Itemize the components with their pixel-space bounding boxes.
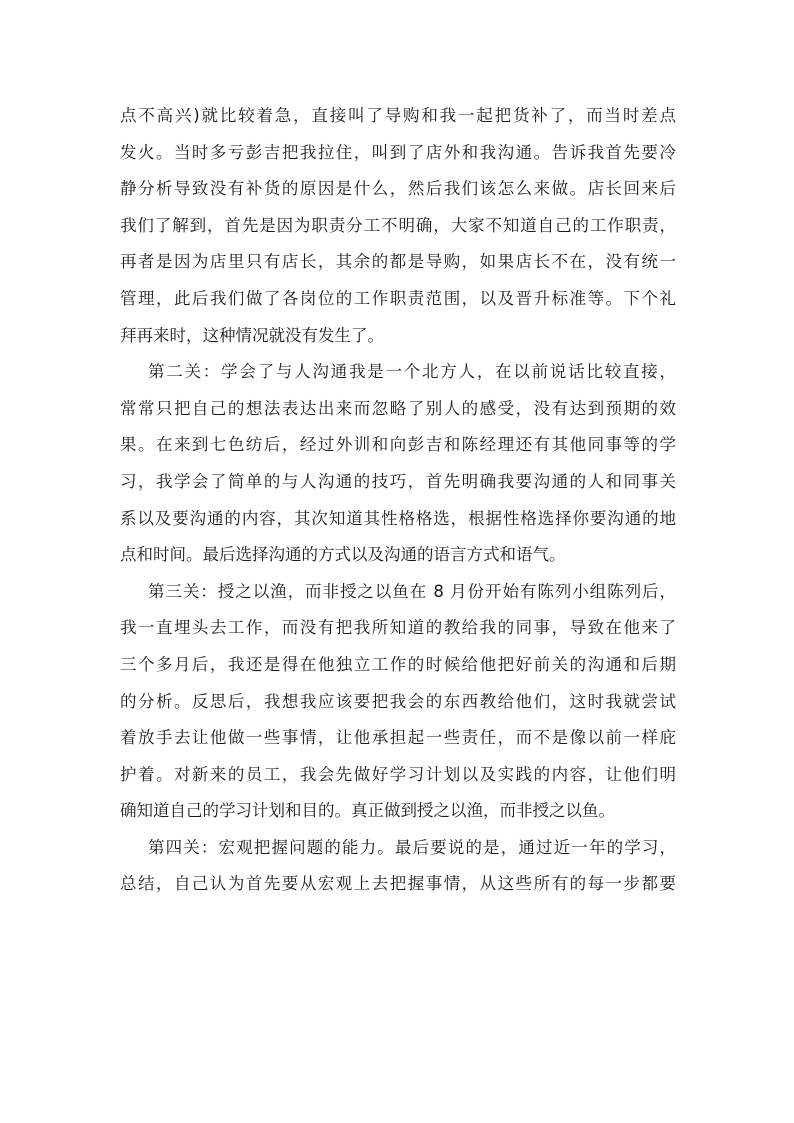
text-line: 护着。对新来的员工，我会先做好学习计划以及实践的内容，让他们明 bbox=[120, 764, 676, 784]
text-line: 三个多月后，我还是得在他独立工作的时候给他把好前关的沟通和后期 bbox=[120, 654, 676, 674]
text-line: 果。在来到七色纺后，经过外训和向彭吉和陈经理还有其他同事等的学 bbox=[120, 435, 676, 455]
text-line: 系以及要沟通的内容，其次知道其性格格选，根据性格选择你要沟通的地 bbox=[120, 508, 676, 528]
paragraph-start-line: 第四关：宏观把握问题的能力。最后要说的是，通过近一年的学习， bbox=[148, 837, 676, 857]
text-line: 点不高兴)就比较着急，直接叫了导购和我一起把货补了，而当时差点 bbox=[120, 106, 676, 125]
text-line: 我们了解到，首先是因为职责分工不明确，大家不知道自己的工作职责， bbox=[120, 215, 676, 235]
text-line: 拜再来时，这种情况就没有发生了。 bbox=[120, 325, 384, 345]
text-line: 的分析。反思后，我想我应该要把我会的东西教给他们，这时我就尝试 bbox=[120, 691, 676, 711]
text-line: 我一直埋头去工作，而没有把我所知道的教给我的同事，导致在他来了 bbox=[120, 618, 676, 638]
text-line: 着放手去让他做一些事情，让他承担起一些责任，而不是像以前一样庇 bbox=[120, 728, 676, 748]
text-line: 静分析导致没有补货的原因是什么，然后我们该怎么来做。店长回来后 bbox=[120, 179, 676, 199]
text-line: 确知道自己的学习计划和目的。真正做到授之以渔，而非授之以鱼。 bbox=[120, 801, 615, 821]
body-text bbox=[120, 98, 676, 903]
paragraph-start-line: 第二关：学会了与人沟通我是一个北方人，在以前说话比较直接， bbox=[148, 362, 676, 382]
text-line: 总结，自己认为首先要从宏观上去把握事情，从这些所有的每一步都要 bbox=[120, 874, 676, 894]
text-line: 常常只把自己的想法表达出来而忽略了别人的感受，没有达到预期的效 bbox=[120, 398, 676, 418]
text-line: 管理，此后我们做了各岗位的工作职责范围，以及晋升标准等。下个礼 bbox=[120, 288, 676, 308]
text-line: 发火。当时多亏彭吉把我拉住，叫到了店外和我沟通。告诉我首先要冷 bbox=[120, 142, 676, 162]
text-line: 习，我学会了简单的与人沟通的技巧，首先明确我要沟通的人和同事关 bbox=[120, 471, 676, 491]
paragraph-start-line: 第三关：授之以渔，而非授之以鱼在 8 月份开始有陈列小组陈列后， bbox=[148, 581, 676, 601]
text-line: 点和时间。最后选择沟通的方式以及沟通的语言方式和语气。 bbox=[120, 545, 566, 565]
text-line: 再者是因为店里只有店长，其余的都是导购，如果店长不在，没有统一 bbox=[120, 252, 676, 272]
